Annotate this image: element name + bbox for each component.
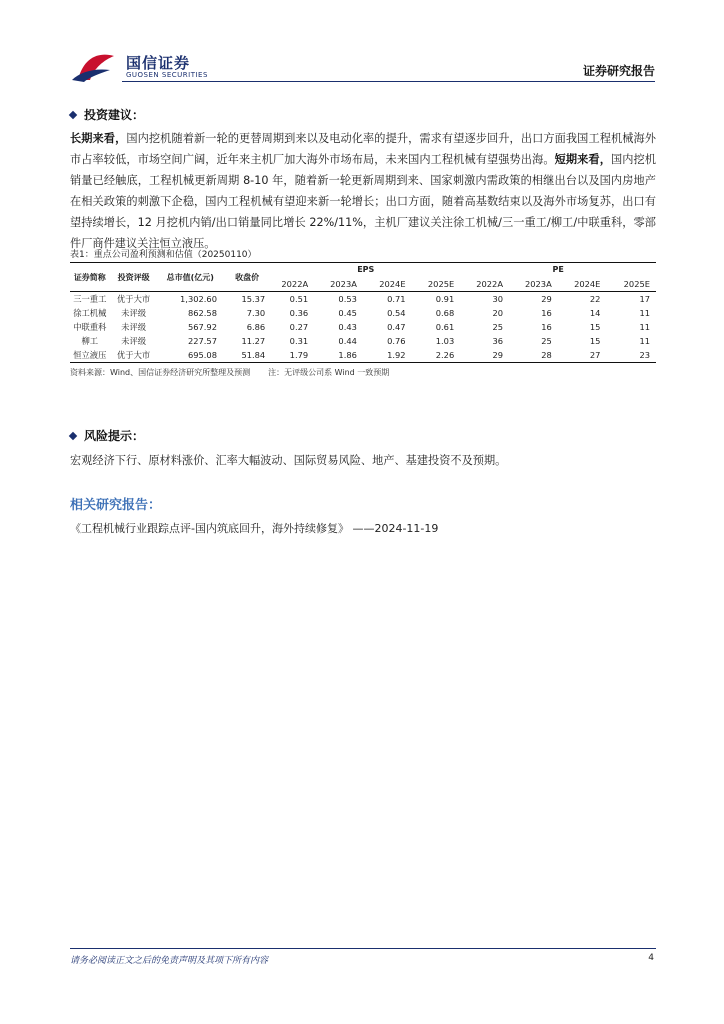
table-caption: 表1：重点公司盈利预测和估值（20250110）: [70, 250, 257, 260]
cell-name: 柳工: [81, 336, 99, 346]
table-row: [70, 306, 656, 320]
cell-eps: 2.26: [435, 350, 455, 360]
cell-price: 6.86: [246, 322, 266, 332]
cell-eps: 0.45: [338, 308, 357, 318]
col-header-eps: EPS: [357, 265, 375, 275]
invest-paragraph: [70, 128, 656, 254]
logo-text-cn: 国信证券: [126, 54, 191, 72]
cell-name: 中联重科: [73, 322, 107, 332]
cell-pe: 23: [639, 350, 650, 360]
cell-eps: 1.03: [435, 336, 455, 346]
cell-pe: 15: [589, 322, 601, 332]
cell-pe: 25: [541, 336, 552, 346]
year-header: 2024E: [574, 278, 601, 289]
col-header-mktcap: 总市值(亿元): [158, 263, 223, 292]
table-row: [70, 348, 656, 363]
cell-name: 三一重工: [73, 294, 107, 304]
cell-name: 徐工机械: [73, 308, 107, 318]
cell-mktcap: 227.57: [187, 336, 217, 346]
cell-pe: 17: [639, 294, 650, 304]
table-row: [70, 334, 656, 348]
year-header: 2024E: [379, 278, 406, 289]
cell-eps: 0.71: [387, 294, 406, 304]
cell-mktcap: 567.92: [187, 322, 217, 332]
table-row: [70, 292, 656, 307]
cell-pe: 28: [541, 350, 552, 360]
cell-eps: 0.53: [338, 294, 357, 304]
cell-price: 51.84: [241, 350, 266, 360]
year-header: 2025E: [623, 278, 650, 289]
col-header-pe: PE: [552, 265, 564, 275]
col-header-name: 证券简称: [70, 263, 110, 292]
cell-pe: 11: [639, 308, 650, 318]
cell-pe: 20: [492, 308, 503, 318]
cell-eps: 0.31: [289, 336, 309, 346]
header-divider: [122, 81, 655, 82]
year-header: 2022A: [281, 278, 309, 289]
cell-eps: 0.54: [387, 308, 406, 318]
cell-pe: 36: [492, 336, 503, 346]
cell-eps: 1.92: [387, 350, 406, 360]
cell-rating: 未评级: [121, 322, 147, 332]
invest-section-title: [70, 106, 144, 123]
cell-rating: 未评级: [121, 336, 147, 346]
long-term-text: 国内挖机随着新一轮的更替周期到来以及电动化率的提升，需求有望逐步回升，出口方面我国工程机械海外市占率较低，市场空间广阔，近年来主机厂加大海外市场布局，未来国内工程机械有望强势出海。: [70, 132, 656, 166]
short-term-text: 国内挖机销量已经触底，工程机械更新周期 8-10 年，随着新一轮更新周期到来、国家刺激内需政策的相继出台以及国内房地产在相关政策的刺激下企稳，国内工程机械有望迎来新一轮增长；出口方面，随着高基数结束以及海外市场复苏，出口有望持续增长，12 月挖机内销/出口销量同比增长 22%/11%，主机厂建议关注徐工机械/三一重工/柳工/中联重科，零部件厂商件建议关注恒立液压。: [70, 153, 656, 250]
cell-eps: 0.27: [289, 322, 309, 332]
long-term-label: 长期来看，: [70, 132, 127, 145]
cell-pe: 15: [589, 336, 601, 346]
cell-price: 11.27: [241, 336, 266, 346]
cell-eps: 0.91: [435, 294, 455, 304]
cell-mktcap: 1,302.60: [180, 294, 217, 304]
cell-mktcap: 862.58: [187, 308, 217, 318]
cell-eps: 0.76: [387, 336, 406, 346]
table-body: [70, 292, 656, 363]
col-header-rating: 投资评级: [110, 263, 158, 292]
cell-pe: 11: [639, 322, 650, 332]
logo-text-en: GUOSEN SECURITIES: [126, 71, 208, 79]
cell-pe: 29: [492, 350, 503, 360]
cell-pe: 25: [492, 322, 503, 332]
year-header: 2025E: [427, 278, 455, 289]
invest-title-text: 投资建议：: [84, 108, 145, 122]
footer-divider: [70, 948, 656, 949]
col-header-price: 收盘价: [223, 263, 271, 292]
guosen-logo-icon: [70, 50, 122, 84]
diamond-bullet-icon: [69, 431, 77, 439]
cell-eps: 0.51: [289, 294, 309, 304]
cell-eps: 1.79: [289, 350, 309, 360]
table-header-row-1: [70, 263, 656, 277]
risk-title-text: 风险提示：: [84, 429, 145, 443]
valuation-table: [70, 262, 656, 363]
cell-rating: 优于大市: [116, 294, 151, 304]
cell-pe: 16: [541, 322, 552, 332]
related-report-link[interactable]: 《工程机械行业跟踪点评-国内筑底回升，海外持续修复》 ——2024-11-19: [70, 522, 439, 535]
cell-eps: 0.43: [338, 322, 357, 332]
short-term-label: 短期来看，: [554, 153, 611, 166]
cell-mktcap: 695.08: [187, 350, 217, 360]
cell-eps: 0.61: [435, 322, 455, 332]
cell-eps: 0.47: [387, 322, 406, 332]
cell-pe: 29: [541, 294, 552, 304]
cell-name: 恒立液压: [73, 350, 107, 360]
table-row: [70, 320, 656, 334]
diamond-bullet-icon: [69, 110, 77, 118]
cell-eps: 1.86: [338, 350, 357, 360]
source-text: 资料来源：Wind、国信证券经济研究所整理及预测: [70, 368, 251, 377]
risk-paragraph: 宏观经济下行、原材料涨价、汇率大幅波动、国际贸易风险、地产、基建投资不及预期。: [70, 454, 507, 467]
footer-disclaimer: 请务必阅读正文之后的免责声明及其项下所有内容: [70, 956, 269, 966]
cell-pe: 27: [589, 350, 601, 360]
risk-section-title: [70, 427, 144, 444]
note-text: 注：无评级公司系 Wind 一致预期: [268, 368, 390, 377]
related-reports-title: 相关研究报告：: [70, 498, 162, 513]
cell-pe: 30: [492, 294, 503, 304]
cell-pe: 14: [589, 308, 601, 318]
cell-rating: 优于大市: [116, 350, 151, 360]
cell-price: 15.37: [241, 294, 266, 304]
cell-pe: 11: [639, 336, 650, 346]
cell-rating: 未评级: [121, 308, 147, 318]
cell-eps: 0.44: [338, 336, 357, 346]
report-type-label: 证券研究报告: [582, 64, 655, 78]
year-header: 2022A: [476, 278, 503, 289]
cell-pe: 22: [589, 294, 601, 304]
cell-eps: 0.36: [289, 308, 309, 318]
table-source: [70, 367, 407, 378]
page-number: 4: [648, 953, 654, 963]
cell-pe: 16: [541, 308, 552, 318]
year-header: 2023A: [524, 278, 552, 289]
cell-price: 7.30: [246, 308, 266, 318]
cell-eps: 0.68: [435, 308, 455, 318]
year-header: 2023A: [330, 278, 357, 289]
